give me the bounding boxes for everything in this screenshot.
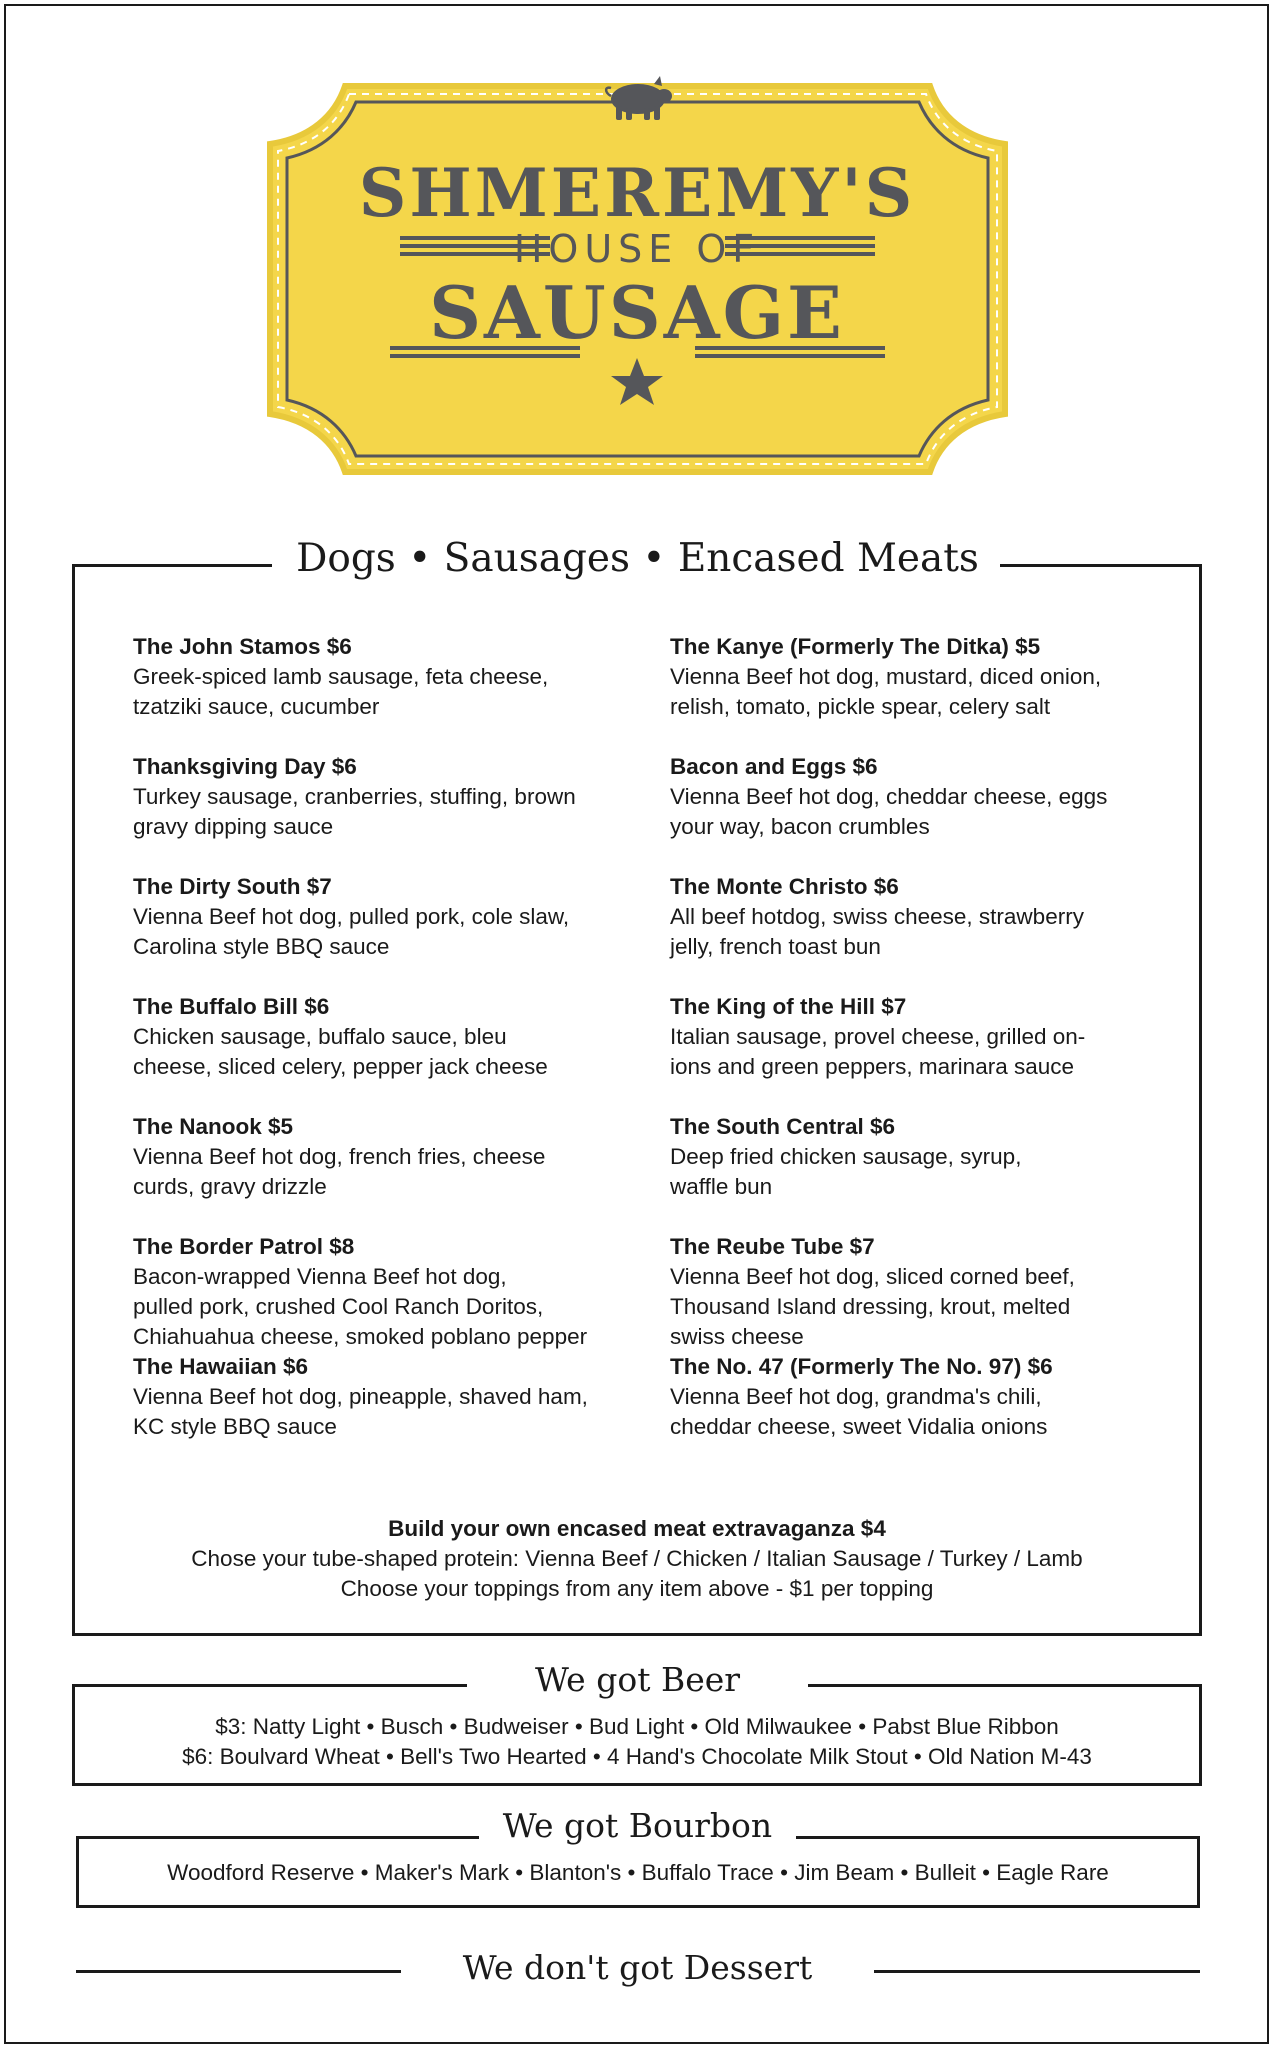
menu-item	[670, 1352, 1190, 1472]
menu-item-description: Thousand Island dressing, krout, melted	[670, 1294, 1071, 1319]
menu-item	[670, 992, 1190, 1112]
menu-column-left	[133, 632, 653, 1472]
menu-item-description: Vienna Beef hot dog, cheddar cheese, eggs	[670, 784, 1108, 809]
menu-item-name: The Reube Tube $7	[670, 1234, 875, 1259]
menu-item-name: The King of the Hill $7	[670, 994, 907, 1019]
menu-item-description: Vienna Beef hot dog, mustard, diced onion,	[670, 664, 1102, 689]
menu-item-description: curds, gravy drizzle	[133, 1174, 327, 1199]
logo-line-3: SAUSAGE	[429, 270, 845, 355]
menu-item	[133, 1112, 653, 1232]
menu-item-description: ions and green peppers, marinara sauce	[670, 1054, 1075, 1079]
menu-item-description: Carolina style BBQ sauce	[133, 934, 390, 959]
menu-item-description: cheese, sliced celery, pepper jack cheese	[133, 1054, 548, 1079]
menu-item-description: pulled pork, crushed Cool Ranch Doritos,	[133, 1294, 544, 1319]
menu-item	[133, 1352, 653, 1472]
build-your-own-title: Build your own encased meat extravaganza $4	[388, 1516, 886, 1541]
menu-item-description: All beef hotdog, swiss cheese, strawberry	[670, 904, 1084, 929]
menu-item-description: Italian sausage, provel cheese, grilled on-	[670, 1024, 1086, 1049]
menu-item-description: Vienna Beef hot dog, french fries, cheese	[133, 1144, 546, 1169]
menu-item-description: tzatziki sauce, cucumber	[133, 694, 380, 719]
menu-item-description: Chicken sausage, buffalo sauce, bleu	[133, 1024, 507, 1049]
menu-item-name: The Nanook $5	[133, 1114, 294, 1139]
menu-item-description: gravy dipping sauce	[133, 814, 334, 839]
menu-item	[133, 752, 653, 872]
menu-item-description: Vienna Beef hot dog, grandma's chili,	[670, 1384, 1042, 1409]
beer-list-3-dollar: $3: Natty Light • Busch • Budweiser • Bud Light • Old Milwaukee • Pabst Blue Ribbon	[215, 1714, 1059, 1739]
beer-list	[72, 1712, 1202, 1772]
menu-item	[670, 872, 1190, 992]
menu-item-description: Vienna Beef hot dog, pulled pork, cole slaw,	[133, 904, 570, 929]
menu-item-description: Bacon-wrapped Vienna Beef hot dog,	[133, 1264, 507, 1289]
menu-item-description: Turkey sausage, cranberries, stuffing, brown	[133, 784, 576, 809]
menu-item	[133, 872, 653, 992]
menu-item-name: Thanksgiving Day $6	[133, 754, 357, 779]
menu-item-name: Bacon and Eggs $6	[670, 754, 878, 779]
menu-item-name: The Buffalo Bill $6	[133, 994, 330, 1019]
menu-item	[670, 632, 1190, 752]
beer-section-title: We got Beer	[534, 1660, 741, 1699]
menu-item-name: The No. 47 (Formerly The No. 97) $6	[670, 1354, 1053, 1379]
menu-item	[670, 1112, 1190, 1232]
logo-badge	[250, 58, 1025, 506]
menu-item-description: your way, bacon crumbles	[670, 814, 930, 839]
menu-item	[133, 632, 653, 752]
menu-item-description: Chiahuahua cheese, smoked poblano pepper	[133, 1324, 588, 1349]
menu-item-description: swiss cheese	[670, 1324, 804, 1349]
dessert-title: We don't got Dessert	[462, 1948, 813, 1987]
menu-item	[133, 1232, 653, 1352]
menu-item-name: The Dirty South $7	[133, 874, 332, 899]
menu-item-description: Vienna Beef hot dog, pineapple, shaved ham,	[133, 1384, 588, 1409]
bourbon-title-text: We got Bourbon	[479, 1806, 796, 1845]
menu-item	[133, 992, 653, 1112]
beer-list-6-dollar: $6: Boulvard Wheat • Bell's Two Hearted • 4 Hand's Chocolate Milk Stout • Old Nation M-43	[182, 1744, 1092, 1769]
build-your-own-protein: Chose your tube-shaped protein: Vienna Beef / Chicken / Italian Sausage / Turkey / Lamb	[191, 1546, 1083, 1571]
build-your-own-toppings: Choose your toppings from any item above - $1 per topping	[340, 1576, 934, 1601]
menu-item-name: The South Central $6	[670, 1114, 896, 1139]
bourbon-list: Woodford Reserve • Maker's Mark • Blanton's • Buffalo Trace • Jim Beam • Bulleit • Eagle Rare	[167, 1860, 1109, 1885]
menu-item-name: The Kanye (Formerly The Ditka) $5	[670, 634, 1041, 659]
menu-item-description: relish, tomato, pickle spear, celery salt	[670, 694, 1051, 719]
menu-item-name: The Hawaiian $6	[133, 1354, 309, 1379]
menu-item	[670, 1232, 1190, 1352]
menu-item-description: cheddar cheese, sweet Vidalia onions	[670, 1414, 1048, 1439]
menu-item-name: The Monte Christo $6	[670, 874, 899, 899]
build-your-own	[72, 1514, 1202, 1604]
menu-item-description: KC style BBQ sauce	[133, 1414, 337, 1439]
menu-item-description: Vienna Beef hot dog, sliced corned beef,	[670, 1264, 1075, 1289]
menu-item-name: The Border Patrol $8	[133, 1234, 355, 1259]
menu-item-name: The John Stamos $6	[133, 634, 352, 659]
menu-item	[670, 752, 1190, 872]
bourbon-section-title	[0, 1806, 1275, 1845]
menu-item-description: waffle bun	[670, 1174, 773, 1199]
menu-column-right	[670, 632, 1190, 1472]
logo-line-1: SHMEREMY'S	[358, 154, 916, 232]
menu-item-description: Deep fried chicken sausage, syrup,	[670, 1144, 1022, 1169]
logo-line-2: HOUSE OF	[513, 227, 761, 271]
menu-item-description: Greek-spiced lamb sausage, feta cheese,	[133, 664, 549, 689]
menu-item-description: jelly, french toast bun	[670, 934, 881, 959]
dogs-section-title: Dogs • Sausages • Encased Meats	[296, 536, 979, 581]
